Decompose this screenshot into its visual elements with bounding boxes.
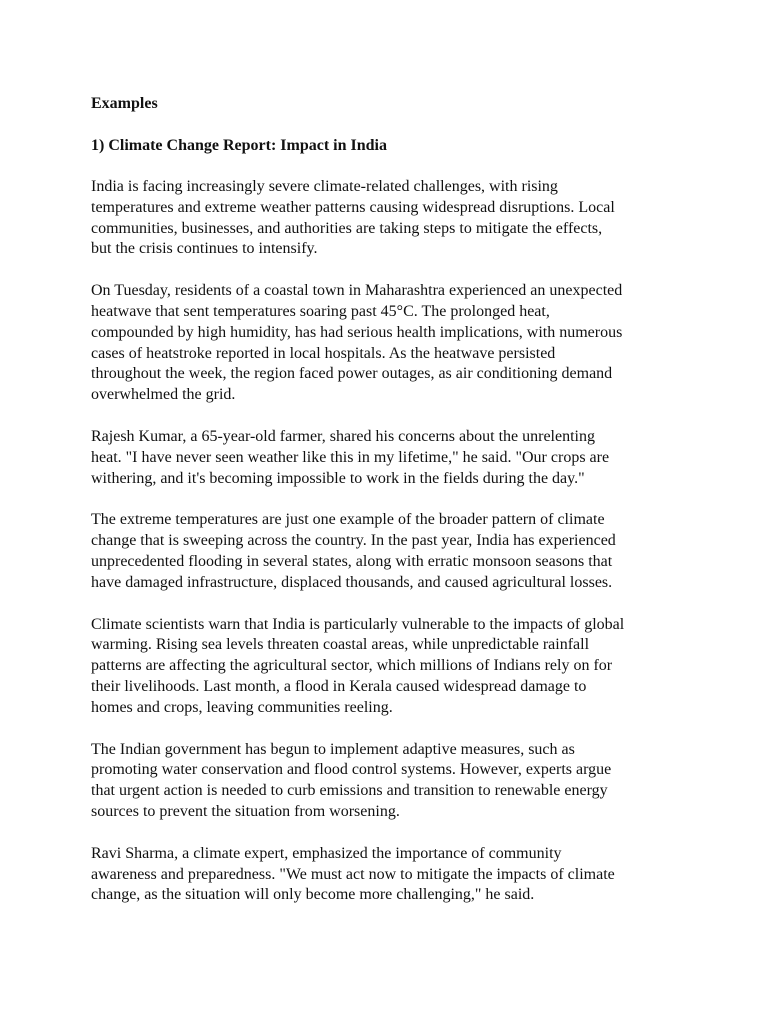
- paragraph-line: homes and crops, leaving communities reeling.: [91, 698, 393, 716]
- paragraph-line: but the crisis continues to intensify.: [91, 240, 318, 258]
- paragraph: [91, 281, 691, 406]
- paragraph-line: their livelihoods. Last month, a flood in Kerala caused widespread damage to: [91, 677, 587, 695]
- paragraph: [91, 510, 691, 593]
- paragraph-line: promoting water conservation and flood control systems. However, experts argue: [91, 761, 612, 779]
- paragraph-line: patterns are affecting the agricultural sector, which millions of Indians rely on for: [91, 657, 613, 675]
- paragraph-line: temperatures and extreme weather patterns causing widespread disruptions. Local: [91, 198, 615, 216]
- paragraph-line: change that is sweeping across the country. In the past year, India has experienced: [91, 532, 616, 550]
- paragraph-line: unprecedented flooding in several states, along with erratic monsoon seasons that: [91, 552, 613, 570]
- document-title: 1) Climate Change Report: Impact in India: [91, 137, 387, 154]
- paragraph-line: sources to prevent the situation from worsening.: [91, 802, 400, 820]
- paragraph-line: awareness and preparedness. "We must act now to mitigate the impacts of climate: [91, 865, 615, 883]
- paragraph-line: throughout the week, the region faced power outages, as air conditioning demand: [91, 365, 613, 383]
- paragraph-line: withering, and it's becoming impossible to work in the fields during the day.": [91, 469, 585, 487]
- section-label: Examples: [91, 95, 158, 112]
- paragraph-line: overwhelmed the grid.: [91, 386, 236, 404]
- paragraph-line: India is facing increasingly severe climate-related challenges, with rising: [91, 178, 558, 195]
- paragraph-line: heatwave that sent temperatures soaring past 45°C. The prolonged heat,: [91, 302, 550, 320]
- paragraph: [91, 844, 691, 906]
- paragraph-line: The extreme temperatures are just one example of the broader pattern of climate: [91, 511, 605, 529]
- paragraph: [91, 427, 691, 489]
- paragraph: [91, 615, 691, 719]
- paragraph-line: communities, businesses, and authorities are taking steps to mitigate the effects,: [91, 219, 603, 237]
- paragraph: [91, 740, 691, 823]
- paragraph: [91, 177, 691, 260]
- paragraph-line: warming. Rising sea levels threaten coastal areas, while unpredictable rainfall: [91, 636, 590, 654]
- paragraph-line: cases of heatstroke reported in local hospitals. As the heatwave persisted: [91, 344, 556, 362]
- document-page: [91, 93, 691, 927]
- paragraph-line: have damaged infrastructure, displaced thousands, and caused agricultural losses.: [91, 573, 613, 591]
- paragraph-line: that urgent action is needed to curb emissions and transition to renewable energy: [91, 782, 608, 800]
- paragraph-line: Climate scientists warn that India is particularly vulnerable to the impacts of global: [91, 615, 625, 633]
- paragraph-line: Ravi Sharma, a climate expert, emphasized the importance of community: [91, 844, 562, 862]
- paragraph-line: The Indian government has begun to implement adaptive measures, such as: [91, 740, 575, 758]
- paragraph-line: change, as the situation will only become more challenging," he said.: [91, 886, 535, 904]
- paragraph-line: compounded by high humidity, has had serious health implications, with numerous: [91, 323, 623, 341]
- paragraph-line: On Tuesday, residents of a coastal town in Maharashtra experienced an unexpected: [91, 282, 623, 300]
- paragraph-line: Rajesh Kumar, a 65-year-old farmer, shared his concerns about the unrelenting: [91, 427, 595, 445]
- paragraph-line: heat. "I have never seen weather like this in my lifetime," he said. "Our crops are: [91, 448, 610, 466]
